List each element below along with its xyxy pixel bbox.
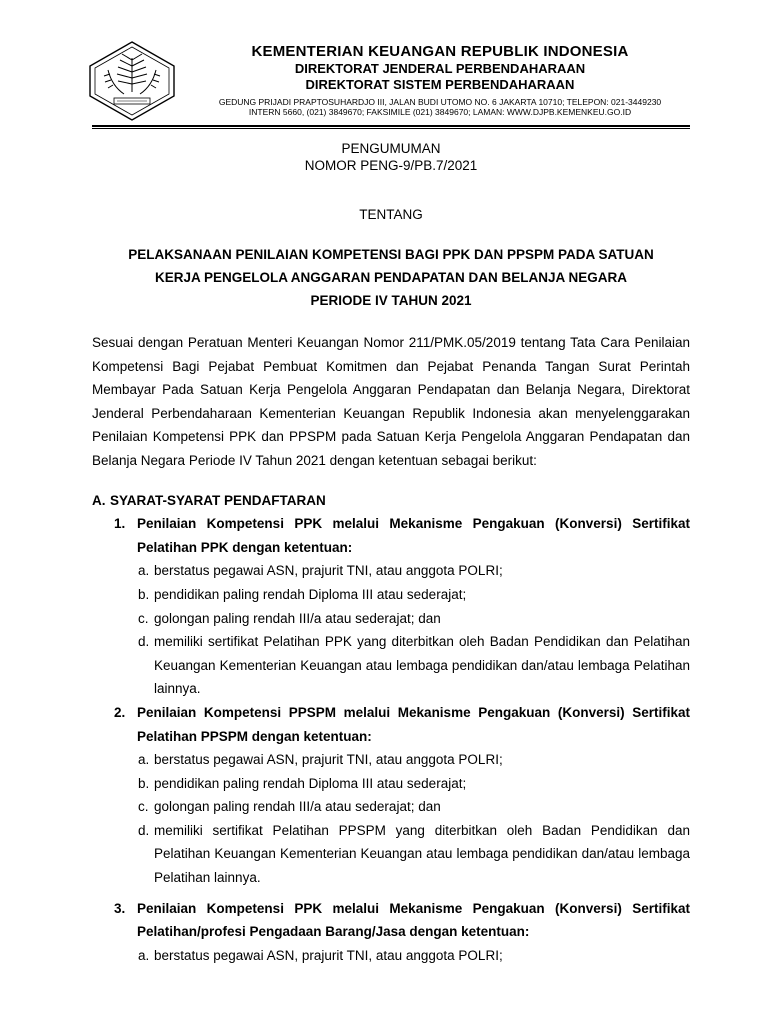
sub-item	[138, 583, 690, 607]
list-item	[92, 897, 690, 944]
sub-item	[138, 772, 690, 796]
sub-item	[138, 748, 690, 772]
sub-letter: d.	[138, 822, 150, 838]
sub-letter: a.	[138, 563, 150, 579]
sub-text: memiliki sertifikat Pelatihan PPSPM yang diterbitkan oleh Badan Pendidikan dan Pelatihan Keuangan Kementerian Keuangan atau lembaga pendidikan dan/atau lembaga Pelatihan lainnya.	[154, 822, 690, 886]
subject-line-3: PERIODE IV TAHUN 2021	[310, 293, 472, 308]
directorate-general: DIREKTORAT JENDERAL PERBENDAHARAAN	[294, 61, 586, 76]
sub-letter: c.	[138, 610, 149, 626]
sub-letter: b.	[138, 775, 150, 791]
sub-text: berstatus pegawai ASN, prajurit TNI, atau anggota POLRI;	[154, 752, 503, 768]
sub-letter: a.	[138, 752, 150, 768]
sub-letter: d.	[138, 634, 150, 650]
sub-text: berstatus pegawai ASN, prajurit TNI, atau anggota POLRI;	[154, 563, 503, 579]
announcement-label: PENGUMUMAN	[341, 141, 441, 156]
sub-item	[138, 559, 690, 583]
item-title: Penilaian Kompetensi PPSPM melalui Mekanisme Pengakuan (Konversi) Sertifikat Pelatihan PPSPM dengan ketentuan:	[137, 704, 690, 744]
subject-line-1: PELAKSANAAN PENILAIAN KOMPETENSI BAGI PPK DAN PPSPM PADA SATUAN	[128, 247, 654, 262]
address-line-1: GEDUNG PRIJADI PRAPTOSUHARDJO III, JALAN BUDI UTOMO NO. 6 JAKARTA 10710; TELEPON: 021-3449230	[218, 97, 662, 107]
section-title: SYARAT-SYARAT PENDAFTARAN	[110, 492, 326, 508]
item-number: 2.	[114, 704, 126, 720]
sub-item	[138, 944, 690, 968]
announcement-about: TENTANG	[359, 207, 423, 222]
letterhead	[0, 0, 768, 130]
kemenkeu-emblem-icon	[86, 40, 178, 122]
section-a-heading	[92, 489, 690, 513]
sub-item	[138, 795, 690, 819]
letterhead-rule-thick	[92, 125, 690, 127]
sub-text: pendidikan paling rendah Diploma III atau sederajat;	[154, 775, 467, 791]
sub-letter: b.	[138, 586, 150, 602]
document-body	[92, 140, 690, 967]
address-line-2: INTERN 5660, (021) 3849670; FAKSIMILE (021) 3849670; LAMAN: WWW.DJPB.KEMENKEU.GO.ID	[248, 107, 632, 117]
sub-text: pendidikan paling rendah Diploma III atau sederajat;	[154, 586, 467, 602]
sub-item	[138, 607, 690, 631]
sub-text: memiliki sertifikat Pelatihan PPK yang diterbitkan oleh Badan Pendidikan dan Pelatihan Keuangan Kementerian Keuangan atau lembaga pendidikan dan/atau lembaga Pelatihan lainnya.	[154, 634, 690, 697]
sub-letter: c.	[138, 799, 149, 815]
announcement-subject	[92, 243, 690, 312]
sub-text: golongan paling rendah III/a atau sederajat; dan	[154, 799, 441, 815]
list-item	[92, 512, 690, 559]
section-letter: A.	[92, 492, 106, 508]
announcement-number: NOMOR PENG-9/PB.7/2021	[304, 158, 478, 173]
sub-text: golongan paling rendah III/a atau sederajat; dan	[154, 610, 441, 626]
letterhead-rule-thin	[92, 128, 690, 129]
list-item	[92, 701, 690, 748]
item-number: 3.	[114, 900, 126, 916]
subject-line-2: KERJA PENGELOLA ANGGARAN PENDAPATAN DAN BELANJA NEGARA	[154, 270, 628, 285]
item-title: Penilaian Kompetensi PPK melalui Mekanisme Pengakuan (Konversi) Sertifikat Pelatihan/profesi Pengadaan Barang/Jasa dengan ketentuan:	[137, 900, 690, 940]
sub-text: berstatus pegawai ASN, prajurit TNI, atau anggota POLRI;	[154, 947, 503, 963]
intro-paragraph: Sesuai dengan Peratuan Menteri Keuangan Nomor 211/PMK.05/2019 tentang Tata Cara Penilaian Kompetensi Bagi Pejabat Pembuat Komitmen dan Pejabat Penanda Tangan Surat Perintah Membayar Pada Satuan Kerja Pengelola Anggaran Pendapatan dan Belanja Negara, Direktorat Jenderal Perbendaharaan Kementerian Keuangan Republik Indonesia akan menyelenggarakan Penilaian Kompetensi PPK dan PPSPM pada Satuan Kerja Pengelola Anggaran Pendapatan dan Belanja Negara Periode IV Tahun 2021 dengan ketentuan sebagai berikut:	[92, 335, 690, 468]
sub-item	[138, 630, 690, 701]
item-title: Penilaian Kompetensi PPK melalui Mekanisme Pengakuan (Konversi) Sertifikat Pelatihan PPK dengan ketentuan:	[137, 516, 690, 555]
sub-item	[138, 819, 690, 890]
directorate: DIREKTORAT SISTEM PERBENDAHARAAN	[305, 77, 575, 92]
sub-letter: a.	[138, 947, 150, 963]
item-number: 1.	[114, 516, 126, 532]
ministry-name: KEMENTERIAN KEUANGAN REPUBLIK INDONESIA	[251, 43, 629, 60]
